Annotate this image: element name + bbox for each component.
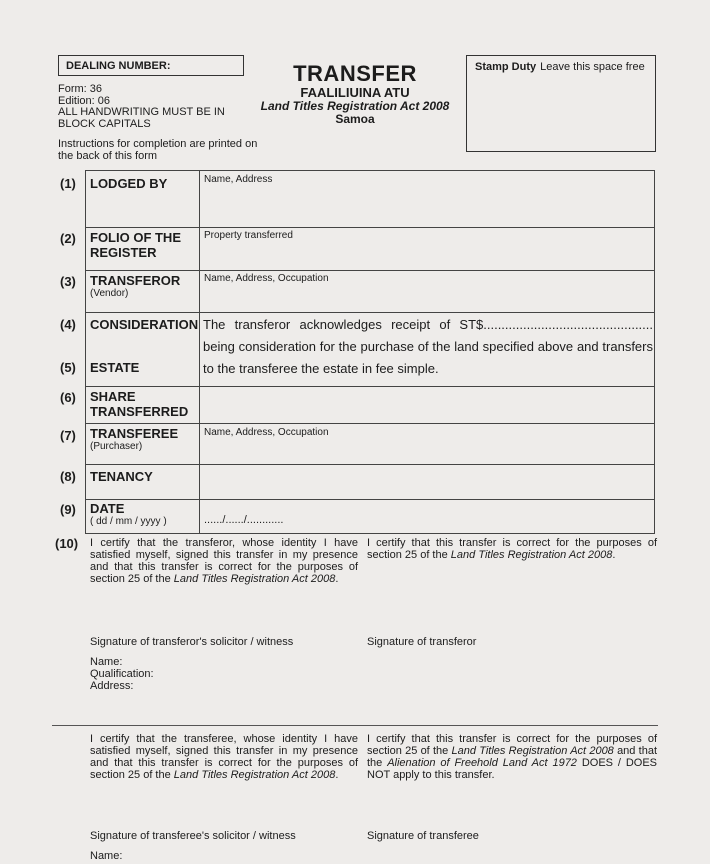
- act-ref: Land Titles Registration Act 2008: [173, 573, 336, 585]
- act-name: Land Titles Registration Act 2008: [260, 99, 450, 113]
- row-number: (4): [60, 317, 76, 332]
- row-number: (1): [60, 176, 76, 191]
- transferor-sublabel: (Vendor): [90, 288, 129, 299]
- transferor-field[interactable]: Name, Address, Occupation: [204, 273, 329, 284]
- instructions-line-2: the back of this form: [58, 149, 158, 162]
- date-label-text: DATE: [90, 501, 125, 516]
- transferee-solicitor-certification: [90, 733, 358, 781]
- transferee-witness-name-field[interactable]: Name:: [90, 850, 123, 862]
- row-number: (9): [60, 502, 76, 517]
- cert-text: I certify that the transferor, whose identity I have satisfied myself, signed this transfer in my presence and that this transfer is correct for the purposes of section 25 of the: [90, 537, 358, 585]
- estate-label: ESTATE: [90, 360, 140, 375]
- row-number: (5): [60, 360, 76, 375]
- transferee-field[interactable]: Name, Address, Occupation: [204, 427, 329, 438]
- witness-details: [90, 656, 154, 692]
- row-divider: [85, 227, 655, 228]
- instructions-line-1: Instructions for completion are printed on: [58, 138, 258, 150]
- row-number: (10): [55, 536, 79, 551]
- date-format-hint: ( dd / mm / yyyy ): [90, 516, 167, 527]
- transferor-solicitor-certification: [90, 537, 358, 585]
- tenancy-field[interactable]: [201, 466, 653, 498]
- cert-text: I certify that this transfer is correct for the purposes of section 25 of the: [367, 733, 657, 757]
- address-field[interactable]: Address:: [90, 680, 134, 692]
- row-number: (2): [60, 231, 76, 246]
- share-label: [90, 389, 188, 419]
- transferee-signature[interactable]: Signature of transferee: [367, 830, 479, 842]
- folio-label-line-1: FOLIO OF THE: [90, 230, 181, 245]
- consideration-label: CONSIDERATION: [90, 317, 199, 332]
- date-label: [90, 501, 167, 528]
- country-name: Samoa: [335, 112, 375, 126]
- row-number: (7): [60, 428, 76, 443]
- stamp-duty-note: Leave this space free: [540, 61, 645, 73]
- row-number: (3): [60, 274, 76, 289]
- name-field[interactable]: Name:: [90, 656, 123, 668]
- dealing-number-field[interactable]: DEALING NUMBER:: [58, 55, 244, 76]
- share-label-line-2: TRANSFERRED: [90, 404, 189, 419]
- caps-notice-1: ALL HANDWRITING MUST BE IN: [58, 106, 225, 118]
- transferor-certification: [367, 537, 657, 561]
- cert-text: I certify that this transfer is correct for the purposes of section 25 of the: [367, 537, 657, 561]
- cert-period: .: [335, 769, 339, 781]
- row-divider: [85, 464, 655, 465]
- row-divider: [85, 312, 655, 313]
- instructions-note: [58, 139, 258, 162]
- tenancy-label: TENANCY: [90, 469, 153, 484]
- cert-period: .: [612, 549, 616, 561]
- act-ref: Land Titles Registration Act 2008: [450, 549, 613, 561]
- consideration-text[interactable]: The transferor acknowledges receipt of ST$............................................... being consideration for the purchase of the land specified above and transfers to the transferee the estate in fee simple.: [203, 317, 653, 376]
- transferor-label: [90, 273, 180, 300]
- cert-text-b: and that the: [367, 745, 658, 769]
- transferor-signature[interactable]: Signature of transferor: [367, 636, 477, 648]
- cert-text-c: DOES / DOES NOT apply to this transfer.: [367, 757, 657, 781]
- row-divider: [85, 270, 655, 271]
- transferee-sublabel: (Purchaser): [90, 441, 143, 452]
- row-number: (6): [60, 390, 76, 405]
- share-label-line-1: SHARE: [90, 389, 136, 404]
- cert-text: I certify that the transferee, whose identity I have satisfied myself, signed this transfer in my presence and that this transfer is correct for the purposes of section 25 of the: [90, 733, 358, 781]
- page-title: TRANSFER: [293, 61, 417, 86]
- act-ref: Land Titles Registration Act 2008: [173, 769, 336, 781]
- lodged-by-label: LODGED BY: [90, 176, 168, 191]
- row-number: (8): [60, 469, 76, 484]
- stamp-duty-box[interactable]: [466, 55, 656, 152]
- lodged-by-field[interactable]: Name, Address: [204, 174, 273, 185]
- transferee-label-text: TRANSFEREE: [90, 426, 179, 441]
- share-field[interactable]: [201, 388, 653, 422]
- table-divider-vertical: [199, 170, 200, 534]
- caps-notice-2: BLOCK CAPITALS: [58, 117, 151, 130]
- date-field[interactable]: ....../....../............: [204, 514, 284, 526]
- folio-label-line-2: REGISTER: [90, 245, 157, 260]
- row-divider: [85, 386, 655, 387]
- form-number: Form: 36: [58, 83, 103, 95]
- transferor-solicitor-signature[interactable]: Signature of transferor's solicitor / witness: [90, 636, 294, 648]
- stamp-duty-label: Stamp Duty: [475, 61, 537, 73]
- act-ref: Land Titles Registration Act 2008: [451, 745, 614, 757]
- row-divider: [85, 423, 655, 424]
- alienation-act-ref: Alienation of Freehold Land Act 1972: [387, 757, 577, 769]
- transferor-label-text: TRANSFEROR: [90, 273, 181, 288]
- page-subtitle: FAALILIUINA ATU: [300, 85, 410, 100]
- transferee-certification: [367, 733, 657, 781]
- transferee-label: [90, 426, 178, 453]
- section-divider: [52, 725, 658, 726]
- edition-number: Edition: 06: [58, 94, 110, 107]
- transferee-solicitor-signature[interactable]: Signature of transferee's solicitor / witness: [90, 830, 296, 842]
- form-meta: [58, 84, 225, 130]
- row-divider: [85, 499, 655, 500]
- cert-period: .: [335, 573, 339, 585]
- folio-label: [90, 230, 181, 260]
- title-block: [255, 62, 455, 126]
- qualification-field[interactable]: Qualification:: [90, 668, 154, 680]
- folio-field[interactable]: Property transferred: [204, 230, 293, 241]
